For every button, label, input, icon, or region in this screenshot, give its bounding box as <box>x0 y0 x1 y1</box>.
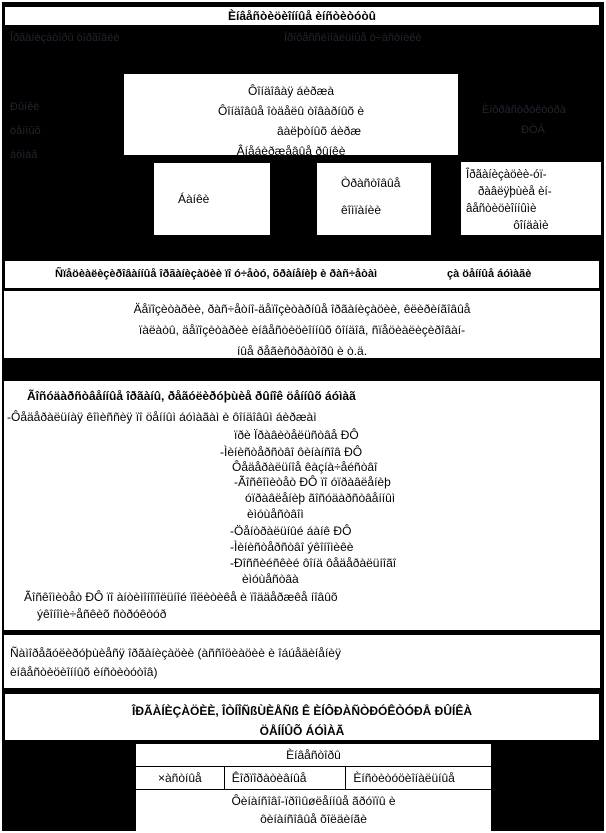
specialized-body-line: íûå ðåãèñòðàòîðû è ò.ä. <box>236 344 368 358</box>
specialized-header-right: çà öåííûå áóìàãè <box>447 268 532 280</box>
banks-label: Áàíêè <box>178 192 210 206</box>
specialized-orgs-header <box>4 260 600 289</box>
trust-line: êîìïàíèè <box>341 203 382 217</box>
trust-companies-box <box>316 162 432 236</box>
state-body-item: Ôåäåðàëüíîå êàçíà÷åéñòâî <box>232 460 378 474</box>
infrastructure-title-box <box>4 693 600 741</box>
investors-cell-corporate: Êîðïîðàòèâíûå <box>224 767 346 789</box>
specialized-body-line: ïàëàòû, äåïîçèòàðèè èíâåñòèöèîííûõ ôîíäîâ, ñïåöèàëèçèðîâàí- <box>138 323 466 337</box>
investors-cell-institutional: Èíñòèòóöèîíàëüíûå <box>345 767 491 789</box>
exchange-types-box <box>123 73 459 156</box>
faint-label-left: Îðãàíèçàòîðû òîðãîâëè <box>10 32 120 44</box>
investors-table <box>135 743 492 833</box>
exchange-line: Ôîíäîâàÿ áèðæà <box>247 84 335 98</box>
fund-managers-line: ôîíäàìè <box>513 220 549 232</box>
investors-footer <box>136 790 491 832</box>
investors-footer-line: Ôèíàíñîâî-ïðîìûøëåííûå ãðóïïû è <box>231 794 396 808</box>
state-body-item: èìóùåñòâîì <box>247 507 304 521</box>
state-bodies-title: Ãîñóäàðñòâåííûå îðãàíû, ðåãóëèðóþùèå ðûíîê öåííûõ áóìàã <box>27 389 356 403</box>
exchange-line: âàëþòíûõ áèðæ <box>276 124 362 138</box>
investors-cell-private: ×àñòíûå <box>158 771 202 785</box>
self-regulating-line: Ñàìîðåãóëèðóþùèåñÿ îðãàíèçàöèè (àññîöèàöèè è îáúåäèíåíèÿ <box>10 646 341 660</box>
page-title: Èíâåñòèöèîííûå èíñòèòóòû <box>4 6 600 26</box>
state-body-item: èìóùåñòâà <box>242 572 299 586</box>
investors-row <box>136 767 491 790</box>
investors-footer-line: ôèíàíñîâûå õîëäèíãè <box>260 812 367 826</box>
faint-stack-word: Ðûíêè <box>10 101 40 113</box>
specialized-orgs-body <box>4 291 600 358</box>
fund-managers-box <box>460 161 602 236</box>
specialized-body-line: Äåïîçèòàðèè, ðàñ÷åòíî-äåïîçèòàðíûå îðãàíèçàöèè, êëèðèíãîâûå <box>133 302 471 316</box>
infrastructure-title-line: ÎÐÃÀÍÈÇÀÖÈÈ, ÎÒÍÎÑßÙÈÅÑß Ê ÈÍÔÐÀÑÒÐÓÊÒÓÐÅ ÐÛÍÊÀ <box>131 704 473 718</box>
exchange-line: Âíåáèðæåâûå ðûíêè <box>236 144 346 158</box>
state-body-item: Ãîñêîìèòåò ÐÔ ïî àíòèìîíîïîëüíîé ïîëèòèêå è ïîääåðæêå íîâûõ <box>24 590 338 604</box>
state-body-item: ïðè Ïðàâèòåëüñòâå ÐÔ <box>234 428 359 442</box>
trust-line: Òðàñòîâûå <box>341 176 401 190</box>
state-body-item: -Öåíòðàëüíûé áàíê ÐÔ <box>230 524 352 538</box>
specialized-header-left: Ñïåöèàëèçèðîâàííûå îðãàíèçàöèè ïî ó÷åòó, õðàíåíèþ è ðàñ÷åòàì <box>55 268 378 280</box>
fund-managers-line: âåñòèöèîííûìè <box>466 203 537 215</box>
banks-box <box>153 162 271 236</box>
state-bodies-box <box>4 381 600 630</box>
state-body-item: -Ôåäåðàëüíàÿ êîìèññèÿ ïî öåííûì áóìàãàì è ôîíäîâûì áèðæàì <box>7 410 317 424</box>
state-body-item: -Ãîñêîìèòåò ÐÔ ïî óïðàâëåíèþ <box>234 475 391 489</box>
faint-right-line: Èíôðàñòðóêòóðà <box>482 104 566 116</box>
faint-stack-word: öåííûõ <box>10 125 41 137</box>
state-body-item: óïðàâëåíèþ ãîñóäàðñòâåííûì <box>245 491 396 505</box>
faint-label-right: Ïðîôåññèîíàëüíûå ó÷àñòíèêè <box>284 32 422 44</box>
state-body-item: -Ðîññèéñêèé ôîíä ôåäåðàëüíîãî <box>230 556 397 570</box>
exchange-line: Ôîíäîâûå îòäåëû òîâàðíûõ è <box>217 104 365 118</box>
fund-managers-line: ðàâëÿþùèå èí- <box>478 186 552 198</box>
infrastructure-title-line: ÖÅÍÍÛÕ ÁÓÌÀÃ <box>259 724 345 738</box>
investors-header: Èíâåñòîðû <box>136 744 491 767</box>
faint-stack-word: áóìàã <box>10 149 38 161</box>
state-body-item: -Ìèíèñòåðñòâî ýêîíîìèêè <box>230 540 354 554</box>
state-body-item: -Ìèíèñòåðñòâî ôèíàíñîâ ÐÔ <box>220 445 363 459</box>
fund-managers-line: Îðãàíèçàöèè-óï- <box>466 169 547 181</box>
faint-right-line: ÐÖÁ <box>521 124 545 136</box>
self-regulating-box <box>4 635 600 688</box>
self-regulating-line: èíâåñòèöèîííûõ èíñòèòóòîâ) <box>10 665 158 679</box>
state-body-item: ýêîíîìè÷åñêèõ ñòðóêòóð <box>37 607 167 621</box>
